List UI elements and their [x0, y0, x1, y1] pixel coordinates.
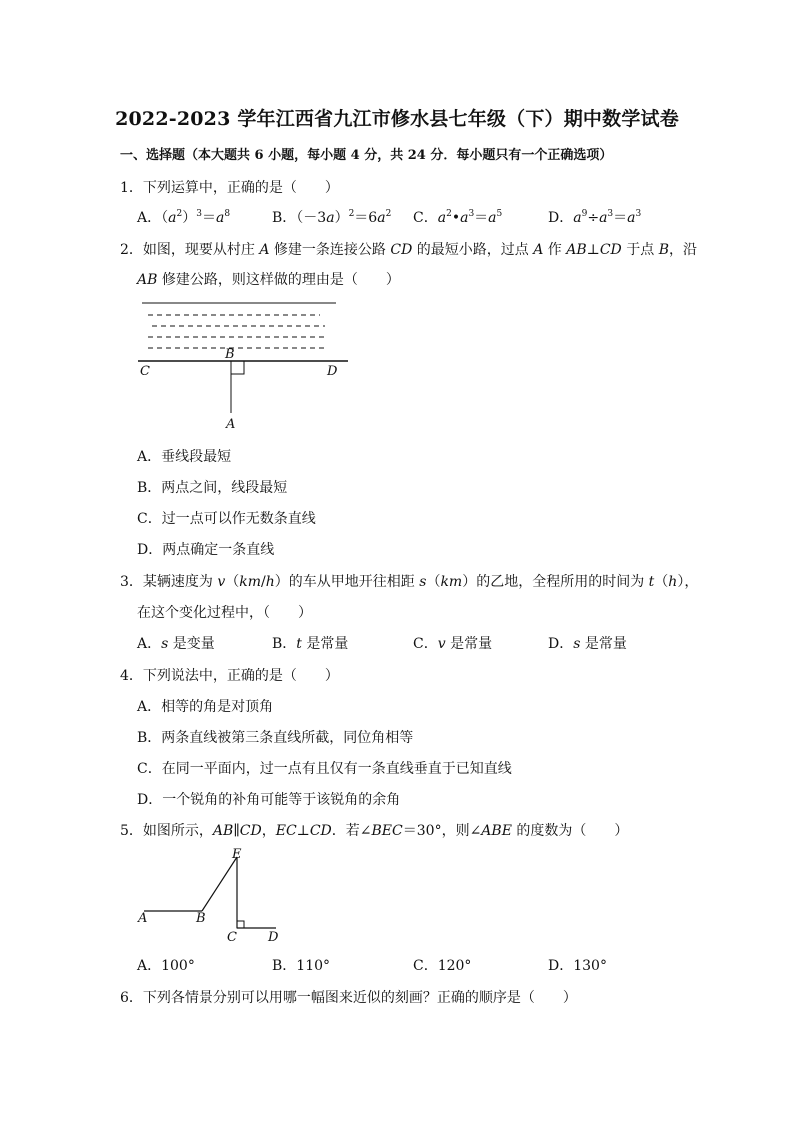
question-2-option-c: C．过一点可以作无数条直线 [137, 511, 316, 527]
segment-be [202, 857, 237, 911]
question-5-option-a: A．100° [137, 958, 195, 974]
question-4-option-b: B．两条直线被第三条直线所截，同位角相等 [137, 730, 414, 746]
right-angle-mark [237, 921, 244, 928]
label-d: D [268, 930, 279, 945]
question-4-option-a: A．相等的角是对顶角 [137, 699, 274, 715]
question-2-stem-line-2: AB 修建公路，则这样做的理由是（ ） [137, 272, 400, 288]
question-6-stem: 6．下列各情景分别可以用哪一幅图来近似的刻画？正确的顺序是（ ） [120, 990, 577, 1006]
question-3-stem-line-2: 在这个变化过程中，（ ） [137, 605, 312, 621]
question-2-option-b: B．两点之间，线段最短 [137, 480, 288, 496]
question-2-stem-line-1: 2．如图，现要从村庄 A 修建一条连接公路 CD 的最短小路，过点 A 作 AB⊥CD 于点 B，沿 [120, 242, 697, 258]
question-1-option-b: B．$(-3a)^2=6a^2$ [272, 209, 392, 226]
question-4-option-c: C．在同一平面内，过一点有且仅有一条直线垂直于已知直线 [137, 761, 512, 777]
question-5-figure [130, 845, 300, 945]
question-2-figure [130, 295, 360, 435]
label-c: C [227, 930, 237, 945]
page-title: 2022-2023 学年江西省九江市修水县七年级（下）期中数学试卷 [115, 108, 679, 130]
label-c: C [140, 364, 150, 379]
question-5-option-d: D．130° [548, 958, 607, 974]
question-2-option-a: A．垂线段最短 [137, 449, 232, 465]
question-1-option-a: A．$(a^2)^3=a^8$ [137, 209, 231, 226]
label-a: A [226, 417, 236, 432]
question-1-option-d: D．$a^9\div a^3=a^3$ [548, 209, 642, 226]
question-1-option-c: C．$a^2•a^3=a^5$ [413, 209, 503, 226]
label-d: D [327, 364, 338, 379]
question-5-option-b: B．110° [272, 958, 331, 974]
question-1-stem: 1．下列运算中，正确的是（ ） [120, 180, 339, 196]
question-3-option-b: B．t 是常量 [272, 636, 349, 652]
question-3-option-a: A．s 是变量 [137, 636, 215, 652]
question-4-stem: 4．下列说法中，正确的是（ ） [120, 668, 339, 684]
question-5-option-c: C．120° [413, 958, 472, 974]
label-a: A [138, 911, 148, 926]
question-3-option-d: D．s 是常量 [548, 636, 627, 652]
label-e: E [232, 847, 242, 862]
label-b: B [225, 347, 235, 362]
label-b: B [196, 911, 206, 926]
question-3-option-c: C．v 是常量 [413, 636, 493, 652]
question-5-stem: 5．如图所示，AB∥CD，EC⊥CD．若∠BEC＝30°，则∠ABE 的度数为（ ） [120, 823, 629, 839]
question-4-option-d: D．一个锐角的补角可能等于该锐角的余角 [137, 792, 401, 808]
question-2-option-d: D．两点确定一条直线 [137, 542, 275, 558]
section-heading: 一、选择题（本大题共 6 小题，每小题 4 分，共 24 分．每小题只有一个正确选项） [120, 148, 613, 163]
right-angle-mark [231, 361, 244, 374]
question-3-stem-line-1: 3．某辆速度为 v（km/h）的车从甲地开往相距 s（km）的乙地，全程所用的时间为 t（h）， [120, 574, 699, 590]
